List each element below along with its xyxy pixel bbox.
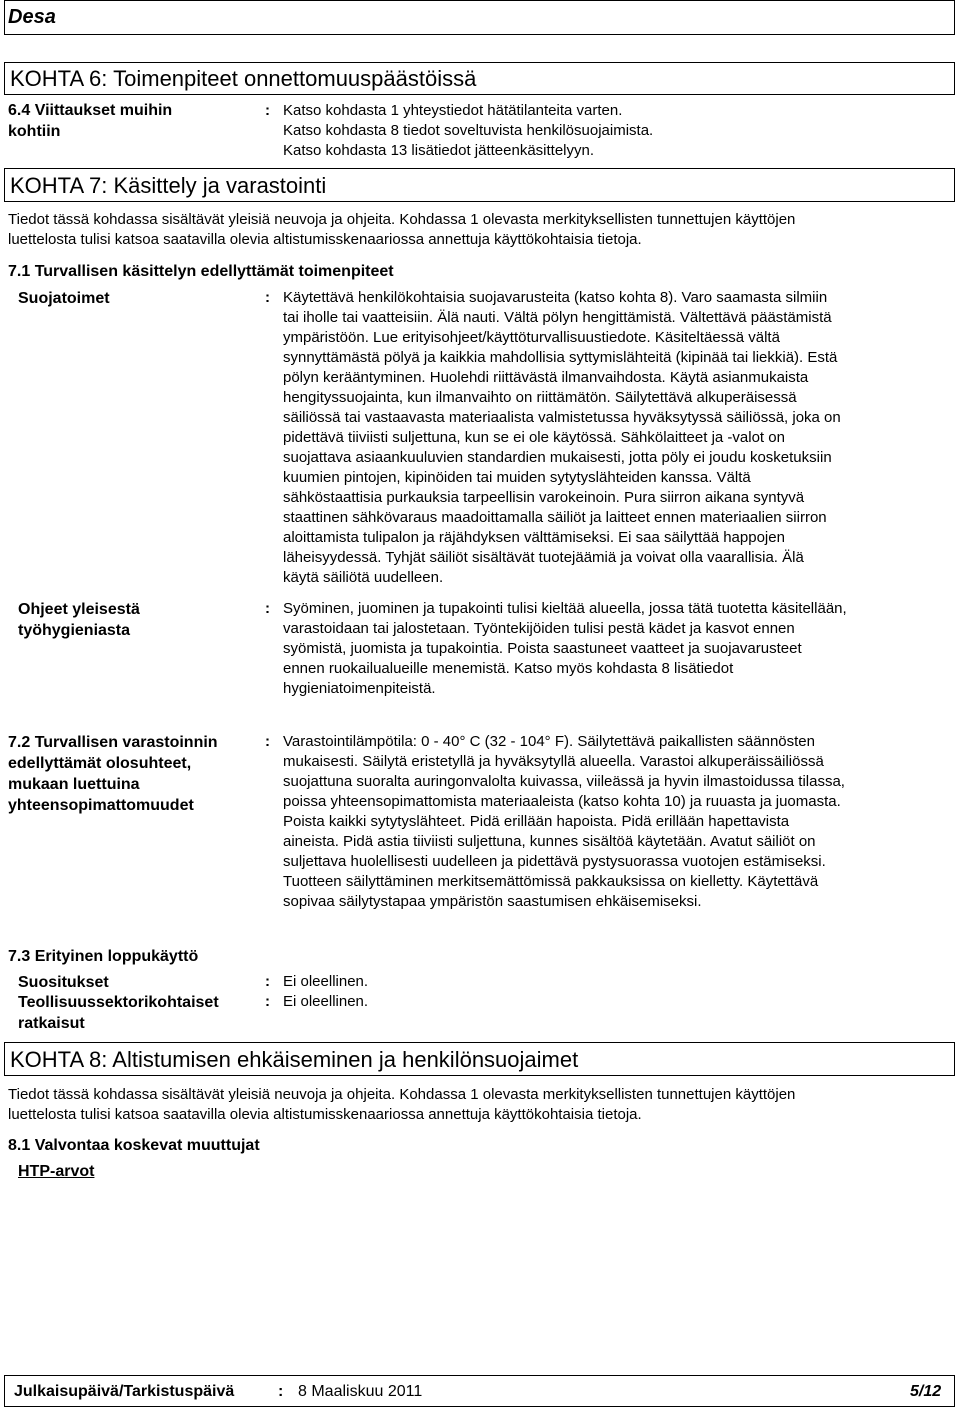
brand-name: Desa	[8, 6, 56, 28]
section-7-title: KOHTA 7: Käsittely ja varastointi	[10, 173, 327, 198]
recommendations-label: Suositukset	[18, 974, 109, 991]
storage-text: Varastointilämpötila: 0 - 40° C (32 - 104° F). Säilytettävä paikallisten säännösten mukaisesti. Säilytä eristetyllä ja hyväksytyllä alueella. Varastoi alkuperäissäiliössä suojattuna suoralta auringonvalolta kuivassa, viileässä ja hyvin ilmastoidussa tilassa, poissa yhteensopimattomista materiaaleista (katso kohta 10) ja ruuasta ja juomasta. Poista kaikki sytytyslähteet. Pidä erillään hapoista. Pidä erillään hapettavista aineista. Pidä astia tiiviisti suljettuna, kunnes sisältöä käytetään. Avatut säiliöt on suljettava huolellisesti uudelleen ja pidettävä pystysuorassa vuotojen estämiseksi. Tuotteen säilyttäminen merkitsemättömissä pakkauksissa on kielletty. Käytettävä sopivaa säilytystapaa ympäristön saastumisen ehkäisemiseksi.	[283, 733, 845, 910]
section-6-4-label: 6.4 Viittaukset muihin kohtiin	[8, 102, 173, 140]
subsection-7-1-title: 7.1 Turvallisen käsittelyn edellyttämät toimenpiteet	[8, 263, 394, 280]
section-6-title: KOHTA 6: Toimenpiteet onnettomuuspäästöissä	[10, 66, 477, 91]
protective-measures-label: Suojatoimet	[18, 290, 110, 307]
colon: :	[265, 102, 270, 119]
subsection-7-2-label: 7.2 Turvallisen varastoinnin edellyttämät olosuhteet, mukaan luettuina yhteensopimattomuudet	[8, 734, 218, 814]
industry-solutions-value: Ei oleellinen.	[283, 993, 369, 1010]
hygiene-text: Syöminen, juominen ja tupakointi tulisi kieltää alueella, jossa tätä tuotetta käsitellään, varastoidaan tai jalostetaan. Työntekijöiden tulisi pestä kädet ja kasvot ennen syömistä, juomista ja tupakointia. Poista saastuneet vaatteet ja suojavarusteet ennen ruokailualueille menemistä. Katso myös kohdasta 8 lisätiedot hygieniatoimenpiteistä.	[283, 600, 847, 697]
subsection-7-3-title: 7.3 Erityinen loppukäyttö	[8, 948, 199, 965]
colon: :	[265, 289, 270, 306]
footer-date-value: 8 Maaliskuu 2011	[298, 1383, 423, 1400]
colon: :	[265, 600, 270, 617]
section-8-header	[4, 1042, 955, 1076]
industry-solutions-label: Teollisuussektorikohtaiset ratkaisut	[18, 994, 219, 1032]
header-bar	[4, 0, 955, 35]
protective-measures-text: Käytettävä henkilökohtaisia suojavarusteita (katso kohta 8). Varo saamasta silmiin tai iholle tai vaatteisiin. Älä nauti. Vältä pölyn hengittämistä. Vältettävä päästämistä ympäristöön. Lue erityisohjeet/käyttöturvallisuustiedote. Käsiteltäessä vältä synnyttämästä pölyä ja kaikkia mahdollisia syttymislähteitä (kipinää tai liekkiä). Estä pölyn kerääntyminen. Huolehdi riittävästä ilmanvaihdosta. Käytä asianmukaista hengityssuojainta, kun ilmanvaihto on riittämätön. Säilytettävä alkuperäisessä säiliössä tai vastaavasta materiaalista valmistetussa hyväksytyssä säiliössä, joka on pidettävä tiiviisti suljettuna, kun se ei ole käytössä. Sähkölaitteet ja -valot on suojattava asiaankuuluvien standardien mukaisesti, jotta pöly ei joudu kosketuksiin kuumien pintojen, kipinöiden tai muiden sytytyslähteiden kanssa. Vältä sähköstaattisia purkauksia tarpeellisin varokeinoin. Pura siirron aikana syntyvä staattinen sähkövaraus maadoittamalla säiliöt ja laitteet ennen materiaalien siirron aloittamista tulipalon ja räjähdyksen välttämiseksi. Ei saa säilyttää happojen läheisyydessä. Tyhjät säiliöt sisältävät tuotejäämiä ja voivat olla vaarallisia. Älä käytä säiliötä uudelleen.	[283, 289, 841, 586]
recommendations-value: Ei oleellinen.	[283, 973, 369, 990]
section-8-title: KOHTA 8: Altistumisen ehkäiseminen ja henkilönsuojaimet	[10, 1047, 579, 1072]
colon: :	[278, 1383, 284, 1400]
hygiene-label: Ohjeet yleisestä työhygieniasta	[18, 601, 140, 639]
htp-values-label: HTP-arvot	[18, 1163, 95, 1180]
footer-date-label: Julkaisupäivä/Tarkistuspäivä	[14, 1383, 235, 1400]
colon: :	[265, 993, 270, 1010]
section-6-header	[4, 62, 955, 95]
section-6-4-text: Katso kohdasta 1 yhteystiedot hätätilanteita varten. Katso kohdasta 8 tiedot soveltuvista henkilösuojaimista. Katso kohdasta 13 lisätiedot jätteenkäsittelyyn.	[283, 102, 654, 159]
colon: :	[265, 733, 270, 750]
section-7-intro: Tiedot tässä kohdassa sisältävät yleisiä neuvoja ja ohjeita. Kohdassa 1 olevasta merkityksellisten tunnettujen käyttöjen luettelosta tulisi katsoa saatavilla olevia altistumisskenaariossa annettuja käyttökohtaisia tietoja.	[8, 211, 796, 248]
subsection-8-1-title: 8.1 Valvontaa koskevat muuttujat	[8, 1137, 260, 1154]
colon: :	[265, 973, 270, 990]
section-8-intro: Tiedot tässä kohdassa sisältävät yleisiä neuvoja ja ohjeita. Kohdassa 1 olevasta merkityksellisten tunnettujen käyttöjen luettelosta tulisi katsoa saatavilla olevia altistumisskenaariossa annettuja käyttökohtaisia tietoja.	[8, 1086, 796, 1123]
section-7-header	[4, 168, 955, 202]
page-number: 5/12	[910, 1383, 942, 1400]
